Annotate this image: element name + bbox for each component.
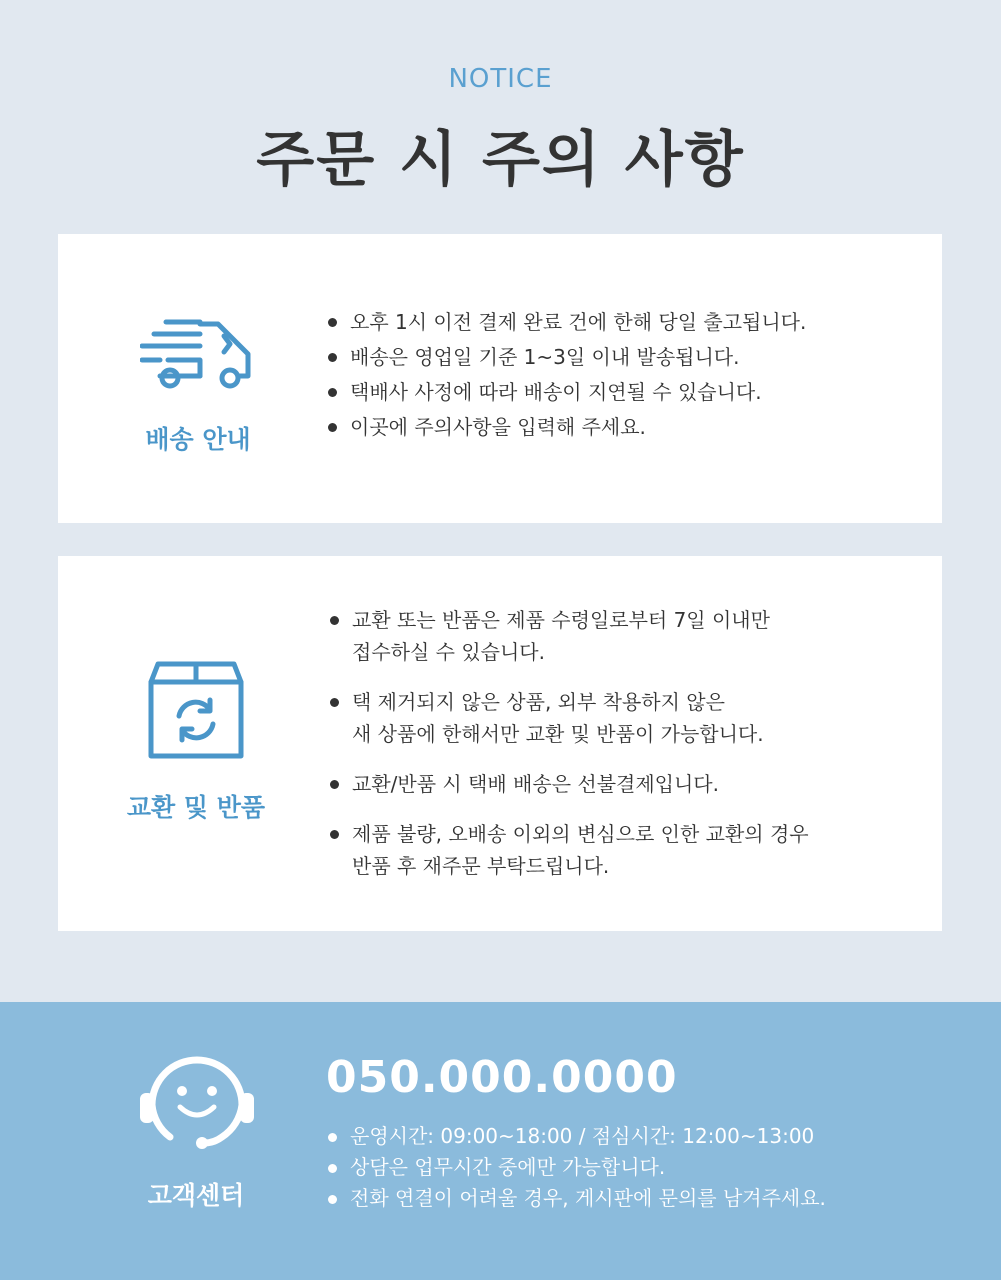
customer-center: [0, 1002, 1001, 1280]
list-item-line: 택 제거되지 않은 상품, 외부 착용하지 않은: [352, 690, 725, 714]
page-title: 주문 시 주의 사항: [256, 125, 745, 195]
list-item-line: 교환/반품 시 택배 배송은 선불결제입니다.: [352, 772, 719, 796]
shipping-label: 배송 안내: [145, 425, 251, 454]
list-item: [328, 604, 809, 668]
list-item: 상담은 업무시간 중에만 가능합니다.: [326, 1152, 826, 1183]
shipping-list: [326, 305, 806, 445]
list-item-line: 새 상품에 한해서만 교환 및 반품이 가능합니다.: [352, 722, 764, 746]
customer-center-label: 고객센터: [147, 1181, 245, 1210]
list-item: [328, 768, 809, 800]
shipping-card: [58, 234, 942, 523]
list-item: 오후 1시 이전 결제 완료 건에 한해 당일 출고됩니다.: [326, 305, 806, 340]
list-item: [328, 686, 809, 750]
support-list: [326, 1121, 826, 1214]
list-item: 운영시간: 09:00~18:00 / 점심시간: 12:00~13:00: [326, 1121, 826, 1152]
list-item: 이곳에 주의사항을 입력해 주세요.: [326, 410, 806, 445]
list-item-line: 제품 불량, 오배송 이외의 변심으로 인한 교환의 경우: [352, 822, 809, 846]
list-item-line: 반품 후 재주문 부탁드립니다.: [352, 854, 610, 878]
list-item: 배송은 영업일 기준 1~3일 이내 발송됩니다.: [326, 340, 806, 375]
list-item: [328, 818, 809, 882]
list-item-line: 교환 또는 반품은 제품 수령일로부터 7일 이내만: [352, 608, 770, 632]
exchange-label: 교환 및 반품: [126, 793, 266, 822]
list-item: 택배사 사정에 따라 배송이 지연될 수 있습니다.: [326, 375, 806, 410]
list-item-line: 접수하실 수 있습니다.: [352, 640, 545, 664]
truck-icon: [140, 314, 256, 394]
exchange-card: [58, 556, 942, 931]
notice-label: NOTICE: [448, 64, 553, 94]
headset-icon: [138, 1047, 256, 1157]
phone-number: 050.000.0000: [326, 1052, 678, 1103]
box-exchange-icon: [146, 660, 246, 760]
list-item: 전화 연결이 어려울 경우, 게시판에 문의를 남겨주세요.: [326, 1183, 826, 1214]
exchange-list: [328, 604, 809, 900]
